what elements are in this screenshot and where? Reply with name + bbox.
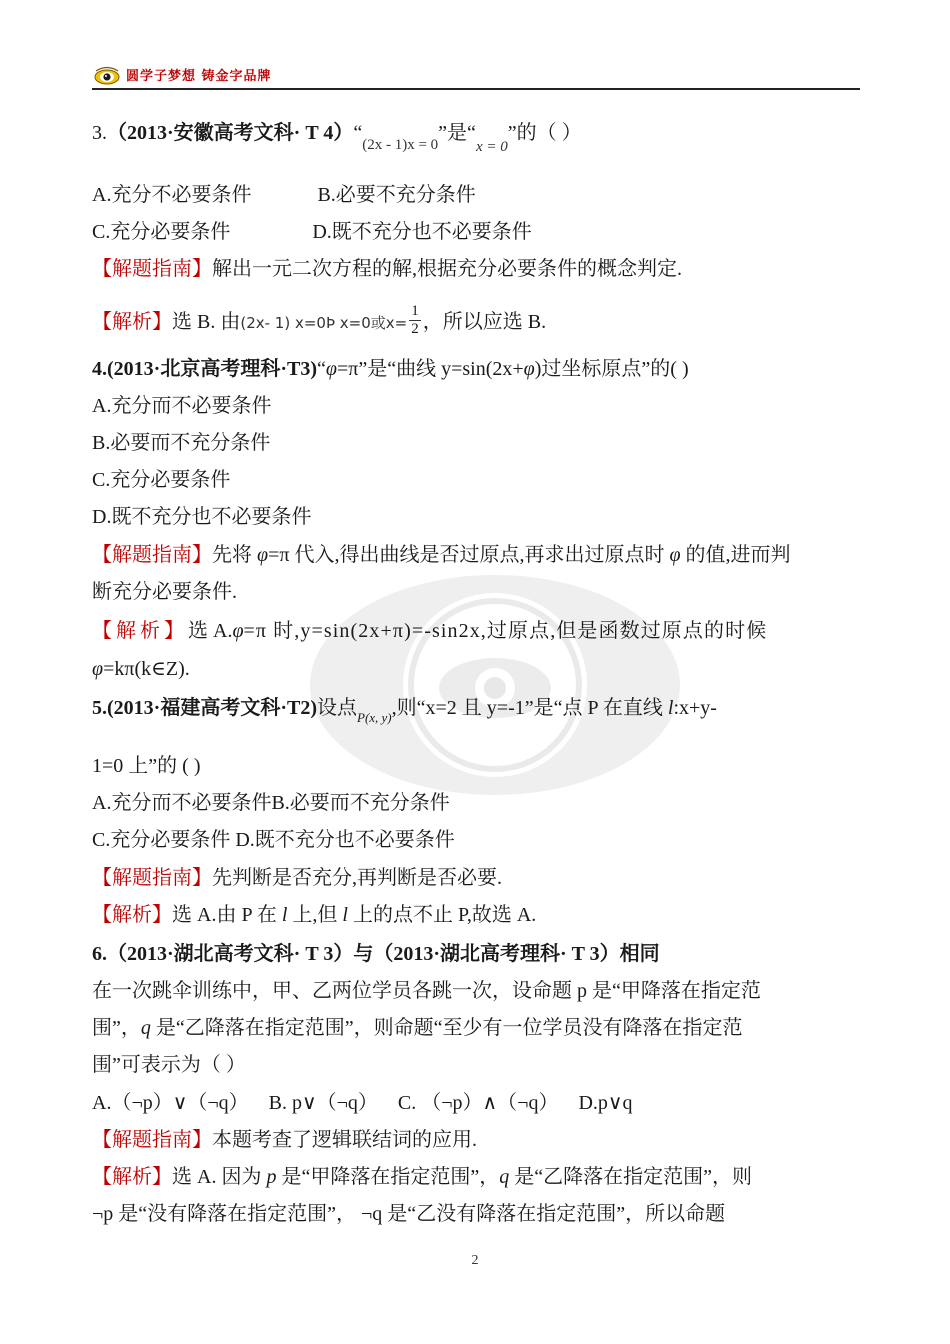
q6-guide: [92, 1128, 477, 1152]
page-header: [92, 62, 860, 88]
q4-stem-a: “: [317, 358, 326, 380]
q3-option-b: B.必要不充分条件: [317, 184, 476, 206]
q5-point: P(x, y): [357, 710, 392, 725]
q5-analysis-l-2: l: [342, 904, 348, 926]
q6-heading: 6.（2013·湖北高考文科· T 3）与（2013·湖北高考理科· T 3）相同: [92, 943, 660, 965]
q4-analysis-text-c: =kπ(k∈Z).: [103, 658, 190, 680]
q4-analysis-text-a: 选 A.: [188, 620, 233, 642]
q4-phi: φ: [325, 358, 337, 380]
q4-guide-text-a: 先将: [212, 544, 257, 566]
q3-analysis-math: (2x- 1) x=0Þ x=0或x=: [240, 314, 408, 333]
q4-guide-part-1: [92, 543, 791, 567]
q5-line-l: l: [667, 697, 674, 719]
q6-analysis-tag: 【解析】: [92, 1166, 172, 1188]
q5-stem-c: :x+y-: [673, 697, 717, 719]
q5-analysis-l: l: [281, 904, 288, 926]
q3-fraction-numerator: 1: [411, 303, 419, 319]
q4-analysis-line-1: [92, 619, 860, 643]
q4-option-c: C.充分必要条件: [92, 469, 231, 491]
q5-guide: [92, 866, 502, 890]
eye-logo-icon: [94, 65, 120, 85]
q3-mid-text: ”是“: [438, 122, 476, 144]
q4-number: 4.: [92, 358, 107, 380]
q5-analysis-c: 上的点不止 P,故选 A.: [347, 904, 537, 926]
q5-analysis-tag: 【解析】: [92, 904, 172, 926]
q4-stem-b: =π”是“曲线 y=sin(2x+: [336, 358, 524, 380]
q6-option-d: D.p∨q: [578, 1092, 633, 1114]
q4-option-b: B.必要而不充分条件: [92, 432, 271, 454]
q5-stem-line-2: 1=0 上”的 ( ): [92, 755, 201, 777]
q6-analysis-b: 是“甲降落在指定范围”，: [276, 1166, 500, 1188]
header-slogan: 圆学子梦想 铸金字品牌: [126, 69, 272, 84]
q4-analysis-phi-2: φ: [92, 658, 104, 680]
q3-option-c: C.充分必要条件: [92, 221, 231, 243]
watermark-seal-icon: [305, 570, 685, 800]
q5-stem: [92, 696, 717, 725]
q3-option-d: D.既不充分也不必要条件: [312, 221, 532, 243]
q4-guide-phi: φ: [257, 544, 269, 566]
header-divider: [92, 88, 860, 90]
q3-guide-text: 解出一元二次方程的解,根据充分必要条件的概念判定.: [212, 258, 682, 280]
q3-analysis: [92, 303, 547, 341]
q5-stem-a: 设点: [317, 697, 357, 719]
q3-guide-tag: 【解题指南】: [92, 258, 212, 280]
q4-phi-2: φ: [523, 358, 535, 380]
q6-guide-tag: 【解题指南】: [92, 1129, 212, 1151]
q6-q-var-2: q: [499, 1166, 510, 1188]
q3-number: 3.: [92, 122, 107, 144]
q6-analysis-a: 选 A. 因为: [172, 1166, 267, 1188]
q4-stem: [92, 357, 689, 381]
q3-fraction-denominator: 2: [411, 321, 419, 337]
q3-guide: [92, 257, 682, 281]
q4-guide-line-1: [92, 543, 860, 567]
page-number: 2: [471, 1253, 479, 1268]
q3-option-a: A.充分不必要条件: [92, 184, 252, 206]
q3-analysis-tag: 【解析】: [92, 311, 172, 334]
q6-analysis-c: 是“乙降落在指定范围”，则: [509, 1166, 752, 1188]
q6-guide-text: 本题考查了逻辑联结词的应用.: [212, 1129, 477, 1151]
q4-option-d: D.既不充分也不必要条件: [92, 506, 312, 528]
q3-fraction: [409, 303, 421, 338]
q4-analysis-line-2: [92, 657, 190, 681]
q4-guide-text-c: 的值,进而判: [680, 544, 791, 566]
q4-guide-tag: 【解题指南】: [92, 544, 212, 566]
q6-stem-line-2-b: 是“乙降落在指定范围”，则命题“至少有一位学员没有降落在指定范: [150, 1017, 743, 1039]
q4-stem-c: )过坐标原点”的( ): [534, 358, 689, 380]
q4-guide-phi-2: φ: [669, 544, 681, 566]
q5-number: 5.: [92, 697, 107, 719]
q6-stem-line-1: 在一次跳伞训练中，甲、乙两位学员各跳一次，设命题 p 是“甲降落在指定范: [92, 980, 761, 1002]
q5-stem-b: ,则“x=2 且 y=-1”是“点 P 在直线: [391, 697, 668, 719]
q6-option-b: B. p∨（¬q）: [268, 1092, 378, 1114]
q3-end-text: ”的（ ）: [507, 122, 582, 144]
q3-stem: [92, 121, 582, 155]
q4-source: (2013·北京高考理科·T3): [107, 358, 317, 380]
q4-guide-text-b: =π 代入,得出曲线是否过原点,再求出过原点时: [268, 544, 670, 566]
q6-option-a: A.（¬p）∨（¬q）: [92, 1092, 249, 1114]
q4-analysis-phi: φ: [232, 620, 244, 642]
q6-stem-line-2-a: 围”，: [92, 1017, 141, 1039]
q3-condition-a: (2x - 1)x = 0: [362, 137, 439, 153]
q6-p-var: p: [266, 1166, 277, 1188]
q5-analysis-b: 上,但: [287, 904, 343, 926]
q5-options-row-1: A.充分而不必要条件B.必要而不充分条件: [92, 792, 450, 814]
q6-stem-line-2: [92, 1016, 743, 1040]
q6-analysis-line-2: ¬p 是“没有降落在指定范围”， ¬q 是“乙没有降落在指定范围”，所以命题: [92, 1203, 726, 1225]
q3-condition-b: x = 0: [475, 139, 508, 155]
q5-analysis: [92, 903, 536, 927]
q3-options-row-1: [92, 183, 476, 207]
q6-option-c: C. （¬p）∧（¬q）: [397, 1092, 559, 1114]
q5-options-row-2: C.充分必要条件 D.既不充分也不必要条件: [92, 829, 455, 851]
q3-analysis-post: ，所以应选 B.: [422, 311, 547, 334]
q4-option-a: A.充分而不必要条件: [92, 395, 272, 417]
q3-open-quote: “: [353, 122, 363, 144]
q6-stem-line-3: 围”可表示为（ ）: [92, 1054, 246, 1076]
q5-guide-text: 先判断是否充分,再判断是否必要.: [212, 867, 502, 889]
q3-source: （2013·安徽高考文科· T 4）: [107, 122, 354, 144]
q3-options-row-2: [92, 220, 532, 244]
q5-source: (2013·福建高考文科·T2): [107, 697, 317, 719]
q4-guide-line-2: 断充分必要条件.: [92, 581, 237, 603]
q6-q-var: q: [140, 1017, 151, 1039]
q4-analysis-tag: 【解析】: [92, 620, 188, 642]
q6-analysis-line-1: [92, 1165, 752, 1189]
q6-options-row: [92, 1091, 633, 1115]
q3-analysis-pre: 选 B. 由: [172, 311, 241, 334]
q4-analysis-text-b: =π 时,y=sin(2x+π)=-sin2x,过原点,但是函数过原点的时候: [243, 620, 768, 642]
q5-analysis-a: 选 A.由 P 在: [172, 904, 282, 926]
q5-guide-tag: 【解题指南】: [92, 867, 212, 889]
